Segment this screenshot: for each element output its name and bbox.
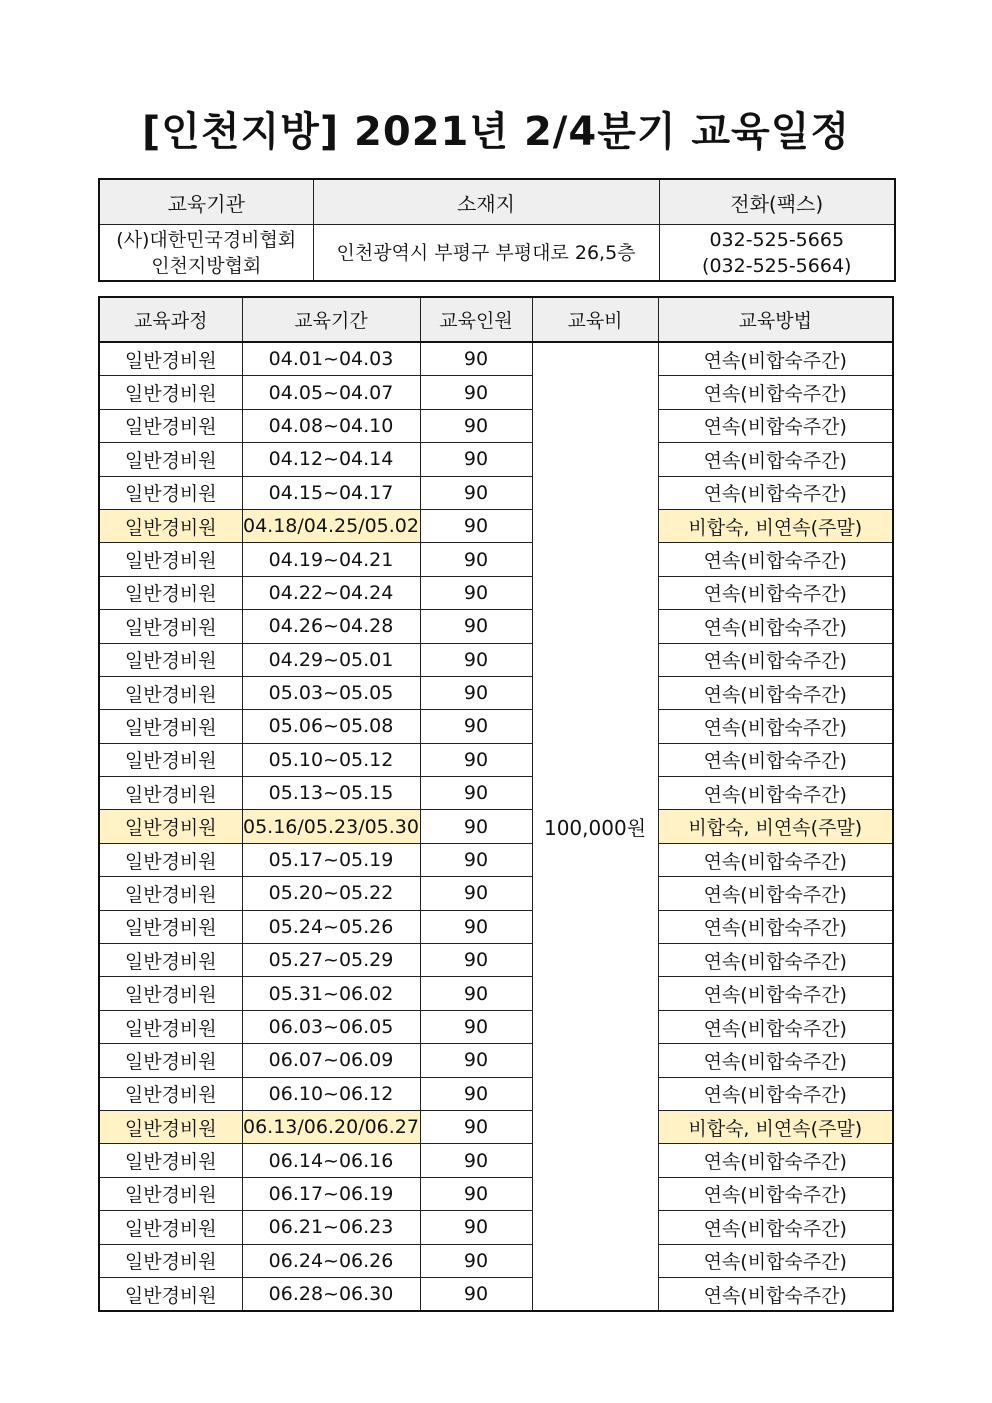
table-row	[99, 777, 893, 810]
table-row	[99, 1077, 893, 1110]
organization-table	[98, 178, 896, 282]
count-cell: 90	[420, 1277, 532, 1311]
course-cell: 일반경비원	[99, 1010, 242, 1043]
org-address-cell: 인천광역시 부평구 부평대로 26,5층	[313, 225, 659, 282]
table-row	[99, 543, 893, 576]
period-cell: 04.01~04.03	[242, 342, 420, 376]
header-fee: 교육비	[532, 297, 658, 342]
period-cell: 06.07~06.09	[242, 1044, 420, 1077]
org-phone: 032-525-5665	[709, 228, 845, 251]
period-cell: 04.19~04.21	[242, 543, 420, 576]
course-cell: 일반경비원	[99, 1177, 242, 1210]
org-header-row	[99, 179, 895, 225]
org-fax: (032-525-5664)	[702, 254, 852, 277]
course-cell: 일반경비원	[99, 843, 242, 876]
course-cell: 일반경비원	[99, 1110, 242, 1143]
method-cell: 비합숙, 비연속(주말)	[658, 1110, 893, 1143]
table-row	[99, 643, 893, 676]
course-cell: 일반경비원	[99, 342, 242, 376]
count-cell: 90	[420, 576, 532, 609]
method-cell: 연속(비합숙주간)	[658, 743, 893, 776]
period-cell: 04.15~04.17	[242, 476, 420, 509]
table-row	[99, 1277, 893, 1311]
count-cell: 90	[420, 1077, 532, 1110]
table-row	[99, 743, 893, 776]
count-cell: 90	[420, 543, 532, 576]
table-row	[99, 810, 893, 843]
method-cell: 연속(비합숙주간)	[658, 843, 893, 876]
table-row	[99, 509, 893, 542]
method-cell: 연속(비합숙주간)	[658, 1077, 893, 1110]
count-cell: 90	[420, 676, 532, 709]
count-cell: 90	[420, 342, 532, 376]
period-cell: 05.31~06.02	[242, 977, 420, 1010]
period-cell: 06.24~06.26	[242, 1244, 420, 1277]
count-cell: 90	[420, 509, 532, 542]
course-cell: 일반경비원	[99, 1244, 242, 1277]
schedule-header-row	[99, 297, 893, 342]
org-name-line1: (사)대한민국경비협회	[116, 228, 297, 251]
course-cell: 일반경비원	[99, 409, 242, 442]
period-cell: 05.17~05.19	[242, 843, 420, 876]
count-cell: 90	[420, 1144, 532, 1177]
method-cell: 연속(비합숙주간)	[658, 1044, 893, 1077]
table-row	[99, 1144, 893, 1177]
period-cell: 04.12~04.14	[242, 443, 420, 476]
period-cell: 05.10~05.12	[242, 743, 420, 776]
course-cell: 일반경비원	[99, 610, 242, 643]
table-row	[99, 576, 893, 609]
org-header-address: 소재지	[313, 179, 659, 225]
period-cell: 06.14~06.16	[242, 1144, 420, 1177]
course-cell: 일반경비원	[99, 1044, 242, 1077]
course-cell: 일반경비원	[99, 977, 242, 1010]
period-cell: 04.18/04.25/05.02	[242, 509, 420, 542]
course-cell: 일반경비원	[99, 743, 242, 776]
table-row	[99, 376, 893, 409]
method-cell: 연속(비합숙주간)	[658, 543, 893, 576]
count-cell: 90	[420, 376, 532, 409]
table-row	[99, 944, 893, 977]
period-cell: 06.10~06.12	[242, 1077, 420, 1110]
course-cell: 일반경비원	[99, 643, 242, 676]
count-cell: 90	[420, 1010, 532, 1043]
course-cell: 일반경비원	[99, 710, 242, 743]
count-cell: 90	[420, 443, 532, 476]
header-course: 교육과정	[99, 297, 242, 342]
course-cell: 일반경비원	[99, 910, 242, 943]
period-cell: 06.17~06.19	[242, 1177, 420, 1210]
method-cell: 연속(비합숙주간)	[658, 610, 893, 643]
table-row	[99, 910, 893, 943]
table-row	[99, 1244, 893, 1277]
course-cell: 일반경비원	[99, 376, 242, 409]
table-row	[99, 1044, 893, 1077]
method-cell: 연속(비합숙주간)	[658, 1244, 893, 1277]
table-row	[99, 409, 893, 442]
method-cell: 연속(비합숙주간)	[658, 1277, 893, 1311]
period-cell: 05.24~05.26	[242, 910, 420, 943]
period-cell: 05.27~05.29	[242, 944, 420, 977]
count-cell: 90	[420, 409, 532, 442]
header-period: 교육기간	[242, 297, 420, 342]
period-cell: 05.03~05.05	[242, 676, 420, 709]
method-cell: 연속(비합숙주간)	[658, 643, 893, 676]
method-cell: 연속(비합숙주간)	[658, 676, 893, 709]
org-header-name: 교육기관	[99, 179, 313, 225]
org-name-cell	[99, 225, 313, 282]
course-cell: 일반경비원	[99, 509, 242, 542]
period-cell: 05.20~05.22	[242, 877, 420, 910]
header-count: 교육인원	[420, 297, 532, 342]
period-cell: 06.13/06.20/06.27	[242, 1110, 420, 1143]
method-cell: 연속(비합숙주간)	[658, 1211, 893, 1244]
course-cell: 일반경비원	[99, 543, 242, 576]
count-cell: 90	[420, 1044, 532, 1077]
count-cell: 90	[420, 710, 532, 743]
table-row	[99, 342, 893, 376]
org-name-line2: 인천지방협회	[151, 254, 262, 277]
method-cell: 연속(비합숙주간)	[658, 342, 893, 376]
period-cell: 05.16/05.23/05.30	[242, 810, 420, 843]
count-cell: 90	[420, 877, 532, 910]
count-cell: 90	[420, 910, 532, 943]
period-cell: 06.21~06.23	[242, 1211, 420, 1244]
period-cell: 04.29~05.01	[242, 643, 420, 676]
method-cell: 연속(비합숙주간)	[658, 944, 893, 977]
method-cell: 비합숙, 비연속(주말)	[658, 810, 893, 843]
method-cell: 연속(비합숙주간)	[658, 777, 893, 810]
count-cell: 90	[420, 1177, 532, 1210]
count-cell: 90	[420, 977, 532, 1010]
count-cell: 90	[420, 643, 532, 676]
course-cell: 일반경비원	[99, 676, 242, 709]
schedule-table	[98, 296, 894, 1312]
table-row	[99, 977, 893, 1010]
period-cell: 05.13~05.15	[242, 777, 420, 810]
period-cell: 05.06~05.08	[242, 710, 420, 743]
fee-cell: 100,000원	[532, 342, 658, 1311]
count-cell: 90	[420, 810, 532, 843]
course-cell: 일반경비원	[99, 1144, 242, 1177]
method-cell: 연속(비합숙주간)	[658, 576, 893, 609]
course-cell: 일반경비원	[99, 576, 242, 609]
period-cell: 04.26~04.28	[242, 610, 420, 643]
period-cell: 06.28~06.30	[242, 1277, 420, 1311]
table-row	[99, 877, 893, 910]
method-cell: 연속(비합숙주간)	[658, 977, 893, 1010]
table-row	[99, 676, 893, 709]
method-cell: 비합숙, 비연속(주말)	[658, 509, 893, 542]
method-cell: 연속(비합숙주간)	[658, 1144, 893, 1177]
table-row	[99, 1177, 893, 1210]
table-row	[99, 443, 893, 476]
method-cell: 연속(비합숙주간)	[658, 1177, 893, 1210]
method-cell: 연속(비합숙주간)	[658, 376, 893, 409]
method-cell: 연속(비합숙주간)	[658, 409, 893, 442]
period-cell: 04.22~04.24	[242, 576, 420, 609]
course-cell: 일반경비원	[99, 810, 242, 843]
course-cell: 일반경비원	[99, 777, 242, 810]
org-phone-cell	[659, 225, 895, 282]
count-cell: 90	[420, 1244, 532, 1277]
count-cell: 90	[420, 777, 532, 810]
method-cell: 연속(비합숙주간)	[658, 1010, 893, 1043]
table-row	[99, 1010, 893, 1043]
table-row	[99, 1211, 893, 1244]
count-cell: 90	[420, 610, 532, 643]
count-cell: 90	[420, 1110, 532, 1143]
count-cell: 90	[420, 843, 532, 876]
method-cell: 연속(비합숙주간)	[658, 710, 893, 743]
course-cell: 일반경비원	[99, 877, 242, 910]
org-info-row	[99, 225, 895, 282]
count-cell: 90	[420, 743, 532, 776]
table-row	[99, 1110, 893, 1143]
period-cell: 04.08~04.10	[242, 409, 420, 442]
method-cell: 연속(비합숙주간)	[658, 476, 893, 509]
table-row	[99, 710, 893, 743]
method-cell: 연속(비합숙주간)	[658, 910, 893, 943]
count-cell: 90	[420, 476, 532, 509]
table-row	[99, 610, 893, 643]
course-cell: 일반경비원	[99, 1077, 242, 1110]
org-header-phone: 전화(팩스)	[659, 179, 895, 225]
course-cell: 일반경비원	[99, 1277, 242, 1311]
course-cell: 일반경비원	[99, 944, 242, 977]
count-cell: 90	[420, 1211, 532, 1244]
method-cell: 연속(비합숙주간)	[658, 443, 893, 476]
page-title: [인천지방] 2021년 2/4분기 교육일정	[142, 109, 850, 155]
header-method: 교육방법	[658, 297, 893, 342]
period-cell: 04.05~04.07	[242, 376, 420, 409]
method-cell: 연속(비합숙주간)	[658, 877, 893, 910]
period-cell: 06.03~06.05	[242, 1010, 420, 1043]
table-row	[99, 476, 893, 509]
course-cell: 일반경비원	[99, 443, 242, 476]
course-cell: 일반경비원	[99, 476, 242, 509]
course-cell: 일반경비원	[99, 1211, 242, 1244]
table-row	[99, 843, 893, 876]
count-cell: 90	[420, 944, 532, 977]
